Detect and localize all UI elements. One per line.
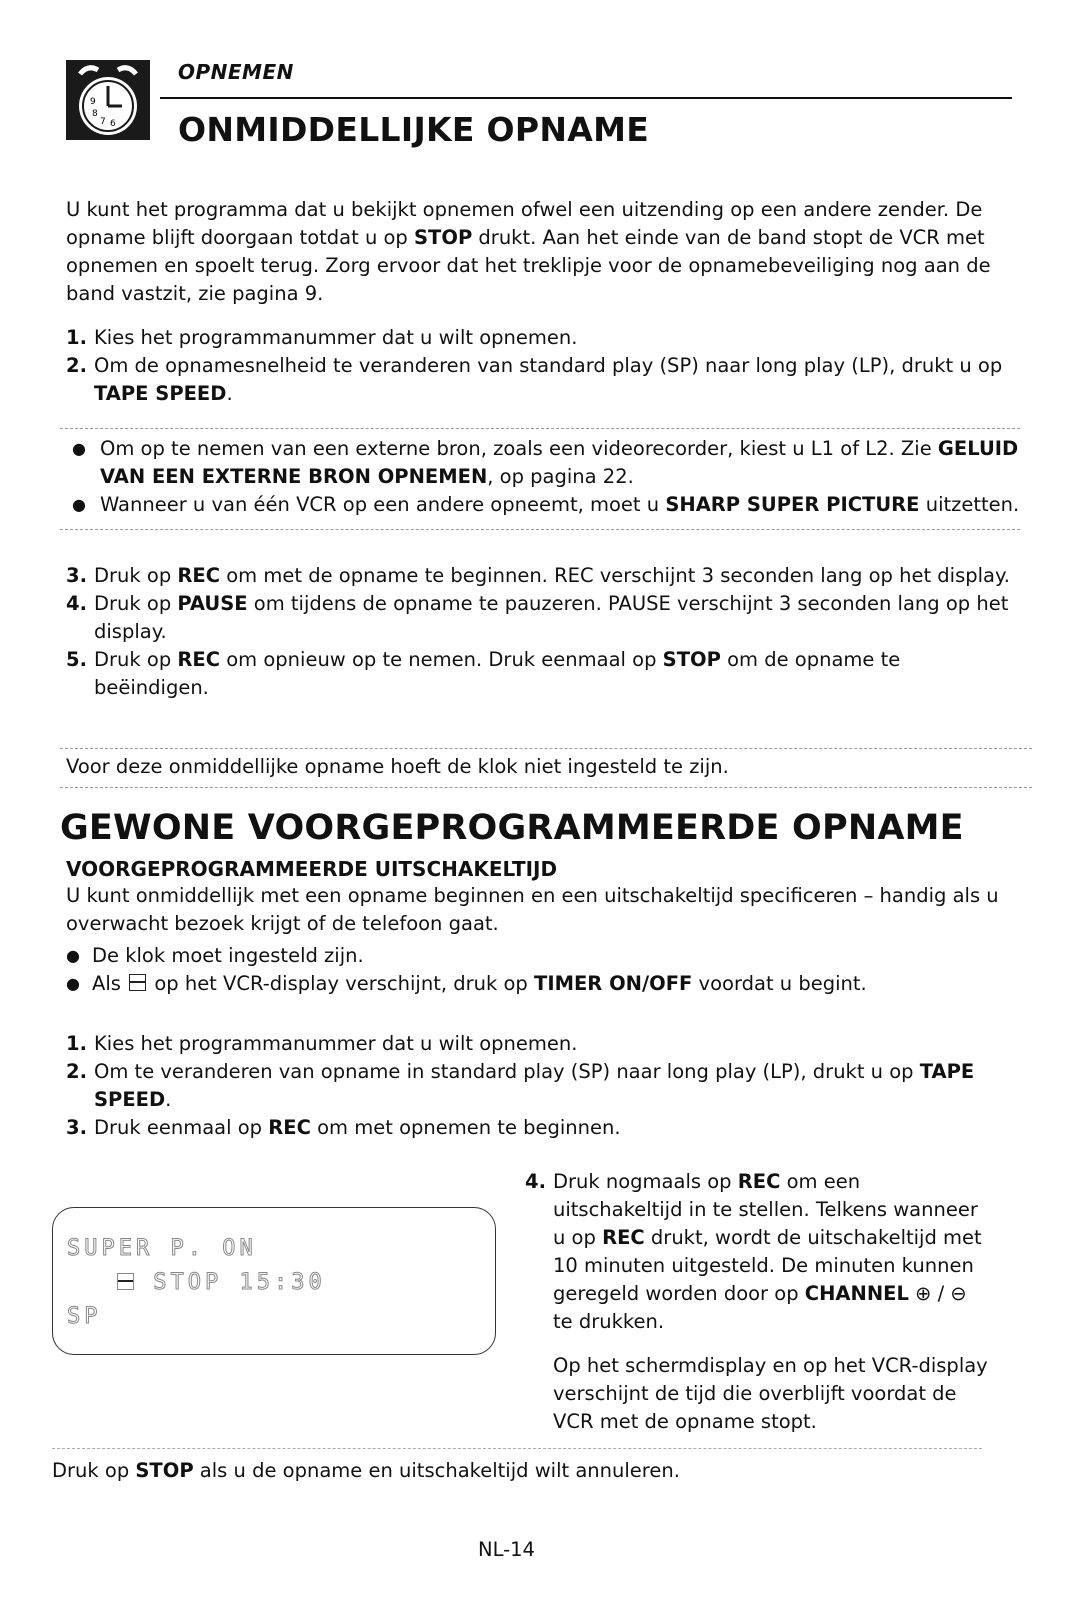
clock-digit: 8 bbox=[92, 109, 98, 119]
step-item: 1. Kies het programmanummer dat u wilt opnemen. bbox=[66, 1032, 578, 1055]
step-item: 3. Druk op REC om met de opname te beginnen. REC verschijnt 3 seconden lang op het display. bbox=[66, 564, 1010, 587]
steps-a bbox=[66, 324, 1016, 408]
clock-digit: 9 bbox=[90, 97, 96, 107]
step-4 bbox=[525, 1168, 985, 1336]
step-item: 2. Om te veranderen van opname in standard play (SP) naar long play (LP), drukt u op TAPE SPEED. bbox=[66, 1060, 975, 1111]
section2-subtitle: VOORGEPROGRAMMEERDE UITSCHAKELTIJD bbox=[66, 857, 558, 881]
steps-c bbox=[66, 1030, 1016, 1142]
step-item: 5. Druk op REC om opnieuw op te nemen. Druk eenmaal op STOP om de opname te beëindigen. bbox=[66, 648, 901, 699]
step-4-extra: Op het schermdisplay en op het VCR-display verschijnt de tijd die overblijft voordat de VCR met de opname stopt. bbox=[553, 1354, 988, 1433]
step-item: 2. Om de opnamesnelheid te veranderen van standard play (SP) naar long play (LP), drukt u op TAPE SPEED. bbox=[66, 354, 1003, 405]
timer-icon bbox=[117, 1273, 134, 1290]
page-title: ONMIDDELLIJKE OPNAME bbox=[178, 110, 650, 149]
intro-paragraph: U kunt het programma dat u bekijkt opnemen ofwel een uitzending op een andere zender. De opname blijft doorgaan totdat u op STOP drukt. Aan het einde van de band stopt de VCR met opnemen en spoelt terug. Zorg ervoor dat het treklipje voor de opnamebeveiliging nog aan de band vastzit, zie pagina 9. bbox=[66, 198, 991, 305]
notes-box bbox=[60, 428, 1020, 530]
step-item: 4. Druk nogmaals op REC om een uitschakeltijd in te stellen. Telkens wanneer u op REC drukt, wordt de uitschakeltijd met 10 minuten uitgesteld. De minuten kunnen geregeld worden door op CHANNEL ⊕ / ⊖ te drukken. bbox=[525, 1170, 982, 1333]
steps-b bbox=[66, 562, 1016, 702]
step-item: 1. Kies het programmanummer dat u wilt opnemen. bbox=[66, 326, 578, 349]
section2-title: GEWONE VOORGEPROGRAMMEERDE OPNAME bbox=[60, 808, 964, 848]
vcr-display bbox=[52, 1207, 496, 1355]
cancel-note: Druk op STOP als u de opname en uitschakeltijd wilt annuleren. bbox=[52, 1448, 982, 1485]
bullet-item: ● De klok moet ingesteld zijn. bbox=[66, 944, 364, 967]
clock-digit: 6 bbox=[110, 119, 116, 129]
bullet-item: ● Om op te nemen van een externe bron, zoals een videorecorder, kiest u L1 of L2. Zie GELUID VAN EEN EXTERNE BRON OPNEMEN, op pagina 22. bbox=[72, 437, 1019, 488]
section2-intro: U kunt onmiddellijk met een opname beginnen en een uitschakeltijd specificeren – handig als u overwacht bezoek krijgt of de telefoon gaat. bbox=[66, 884, 999, 935]
alarm-clock-icon bbox=[66, 60, 150, 140]
display-line: SUPER P. ON bbox=[67, 1236, 257, 1261]
display-line: SP bbox=[67, 1304, 102, 1329]
page-number: NL-14 bbox=[478, 1538, 535, 1561]
display-line: STOP 15:30 bbox=[115, 1270, 326, 1295]
clock-digit: 7 bbox=[100, 117, 106, 127]
clock-note: Voor deze onmiddellijke opname hoeft de klok niet ingesteld te zijn. bbox=[60, 748, 1032, 788]
timer-icon bbox=[129, 974, 146, 991]
step-item: 3. Druk eenmaal op REC om met opnemen te beginnen. bbox=[66, 1116, 621, 1139]
bullet-item: ● Wanneer u van één VCR op een andere opneemt, moet u SHARP SUPER PICTURE uitzetten. bbox=[72, 493, 1020, 516]
bullet-item: ● Als op het VCR-display verschijnt, druk op TIMER ON/OFF voordat u begint. bbox=[66, 972, 867, 995]
section2-bullets bbox=[66, 942, 1016, 998]
header-rule bbox=[160, 97, 1012, 99]
step-item: 4. Druk op PAUSE om tijdens de opname te pauzeren. PAUSE verschijnt 3 seconden lang op het display. bbox=[66, 592, 1009, 643]
section-label: OPNEMEN bbox=[178, 60, 294, 84]
